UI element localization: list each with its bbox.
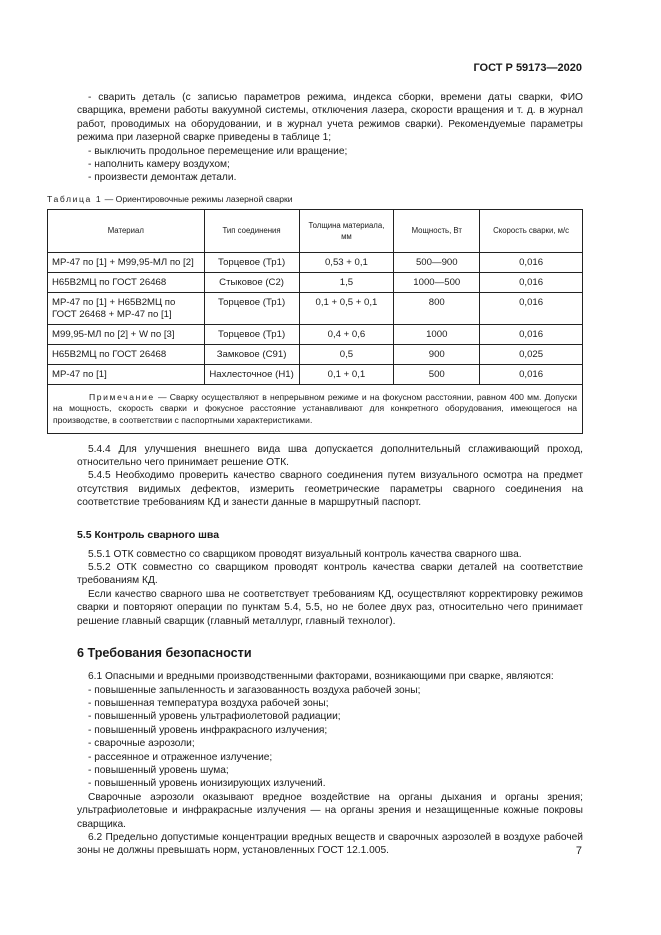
- table-cell: МР-47 по [1]: [48, 364, 205, 384]
- paragraph-5-5-2: 5.5.2 ОТК совместно со сварщиком проводят контроль качества сварки деталей на соответствие требованиям КД.: [77, 562, 583, 587]
- hazard-list-item: - сварочные аэрозоли;: [88, 738, 195, 750]
- table-row: [48, 344, 583, 364]
- table-cell: Торцевое (Тр1): [204, 324, 299, 344]
- note-label: Примечание: [89, 391, 155, 402]
- table-note-row: [48, 384, 583, 433]
- table-cell: Н65В2МЦ по ГОСТ 26468: [48, 344, 205, 364]
- paragraph-5-5-3: Если качество сварного шва не соответствует требованиям КД, осуществляют корректировку режимов сварки и повторяют операции по пунктам 5.4, 5.5, но не более двух раз, относительно чего принимает решение главный сварщик (главный металлург, главный технолог).: [77, 588, 583, 627]
- header-cell: Скорость сварки, м/с: [480, 209, 583, 252]
- table-cell: Торцевое (Тр1): [204, 252, 299, 272]
- table-cell: 0,4 + 0,6: [299, 324, 394, 344]
- hazard-list-item: - повышенный уровень ультрафиолетовой радиации;: [88, 711, 341, 723]
- table-cell: 1000—500: [394, 272, 480, 292]
- section-5-5-heading: 5.5 Контроль сварного шва: [77, 528, 220, 541]
- intro-item: - выключить продольное перемещение или вращение;: [88, 145, 348, 157]
- table-cell: 0,025: [480, 344, 583, 364]
- table-cell: Стыковое (С2): [204, 272, 299, 292]
- section-6-heading: 6 Требования безопасности: [77, 646, 252, 661]
- table-caption: [47, 194, 583, 205]
- table-row: [48, 364, 583, 384]
- table-cell: 1,5: [299, 272, 394, 292]
- header-cell: Мощность, Вт: [394, 209, 480, 252]
- hazard-list-item: - повышенные запыленность и загазованность воздуха рабочей зоны;: [88, 684, 421, 696]
- table-row: [48, 272, 583, 292]
- paragraph-5-4-5: 5.4.5 Необходимо проверить качество сварного соединения путем визуального осмотра на предмет отсутствия видимых дефектов, измерить геометрические параметры сварного соединения на соответствие требованиям КД и занести данные в маршрутный паспорт.: [77, 470, 583, 509]
- welding-modes-table: [47, 209, 583, 434]
- paragraph-6-2: 6.2 Предельно допустимые концентрации вредных веществ и сварочных аэрозолей в воздухе рабочей зоны не должны превышать норм, установленных ГОСТ 12.1.005.: [77, 831, 583, 857]
- table-cell: 0,1 + 0,5 + 0,1: [299, 292, 394, 324]
- table-cell: 500—900: [394, 252, 480, 272]
- header-cell: Материал: [48, 209, 205, 252]
- page-number: 7: [575, 845, 582, 857]
- table-cell: 1000: [394, 324, 480, 344]
- table-cell: М99,95-МЛ по [2] + W по [3]: [48, 324, 205, 344]
- standard-code: ГОСТ Р 59173—2020: [473, 62, 582, 74]
- table-cell: 0,5: [299, 344, 394, 364]
- table-cell: 0,016: [480, 364, 583, 384]
- table-cell: 0,016: [480, 324, 583, 344]
- table-cell: Н65В2МЦ по ГОСТ 26468: [48, 272, 205, 292]
- header-cell: Тип соединения: [204, 209, 299, 252]
- hazard-list-item: - рассеянное и отраженное излучение;: [88, 751, 273, 763]
- table-cell: МР-47 по [1] + М99,95-МЛ по [2]: [48, 252, 205, 272]
- hazard-list-item: - повышенный уровень шума;: [88, 764, 229, 776]
- table-row: [48, 324, 583, 344]
- table-row: [48, 252, 583, 272]
- paragraph-5-4-4: 5.4.4 Для улучшения внешнего вида шва допускается дополнительный сглаживающий проход, относительно чего принимает решение ОТК.: [77, 443, 583, 469]
- intro-item: - произвести демонтаж детали.: [88, 172, 237, 184]
- table-cell: 900: [394, 344, 480, 364]
- hazard-list-item: - повышенный уровень ионизирующих излучений.: [88, 778, 326, 790]
- header-cell: Толщина материала, мм: [299, 209, 394, 252]
- intro-item: - наполнить камеру воздухом;: [88, 159, 230, 171]
- table-cell: 0,016: [480, 252, 583, 272]
- table-cell: 800: [394, 292, 480, 324]
- paragraph-6-1: 6.1 Опасными и вредными производственными факторами, возникающими при сварке, являются:: [88, 671, 554, 683]
- table-header-row: [48, 209, 583, 252]
- table-caption-label: Таблица 1: [47, 193, 103, 204]
- paragraph-aerosols: Сварочные аэрозоли оказывают вредное воздействие на органы дыхания и органы зрения; ультрафиолетовые и инфракрасные излучения — на органы зрения и незащищенные кожные покровы сварщика.: [77, 791, 583, 830]
- table-caption-title: — Ориентировочные режимы лазерной сварки: [102, 193, 293, 204]
- table-cell: 0,53 + 0,1: [299, 252, 394, 272]
- hazard-list-item: - повышенная температура воздуха рабочей зоны;: [88, 697, 329, 709]
- note-text: — Сварку осуществляют в непрерывном режиме и на фокусном расстоянии, равном 400 мм. Допуски на мощность, скорость сварки и фокусное расстояние устанавливают для конкретного оборудования, имеющегося на производстве, в соответствии с паспортными характеристиками.: [53, 391, 577, 426]
- table-row: [48, 292, 583, 324]
- paragraph-5-5-1: 5.5.1 ОТК совместно со сварщиком проводят визуальный контроль качества сварного шва.: [88, 548, 522, 560]
- table-cell: МР-47 по [1] + Н65В2МЦ по ГОСТ 26468 + МР-47 по [1]: [48, 292, 205, 324]
- intro-item: - сварить деталь (с записью параметров режима, индекса сборки, времени даты сварки, ФИО сварщика, времени работы вакуумной системы, отключения лазера, скорости вращения и т. д. в журнал работ, проводимых на оборудовании, и в журнал учета режимов сварки). Рекомендуемые параметры режима при лазерной сварке приведены в таблице 1;: [77, 92, 583, 144]
- table-cell: Торцевое (Тр1): [204, 292, 299, 324]
- hazard-list-item: - повышенный уровень инфракрасного излучения;: [88, 724, 328, 736]
- table-cell: Замковое (С91): [204, 344, 299, 364]
- table-cell: 0,016: [480, 292, 583, 324]
- page-content: [47, 91, 583, 858]
- table-cell: 0,1 + 0,1: [299, 364, 394, 384]
- table-note: [48, 384, 583, 433]
- table-cell: Нахлесточное (Н1): [204, 364, 299, 384]
- table-cell: 0,016: [480, 272, 583, 292]
- table-cell: 500: [394, 364, 480, 384]
